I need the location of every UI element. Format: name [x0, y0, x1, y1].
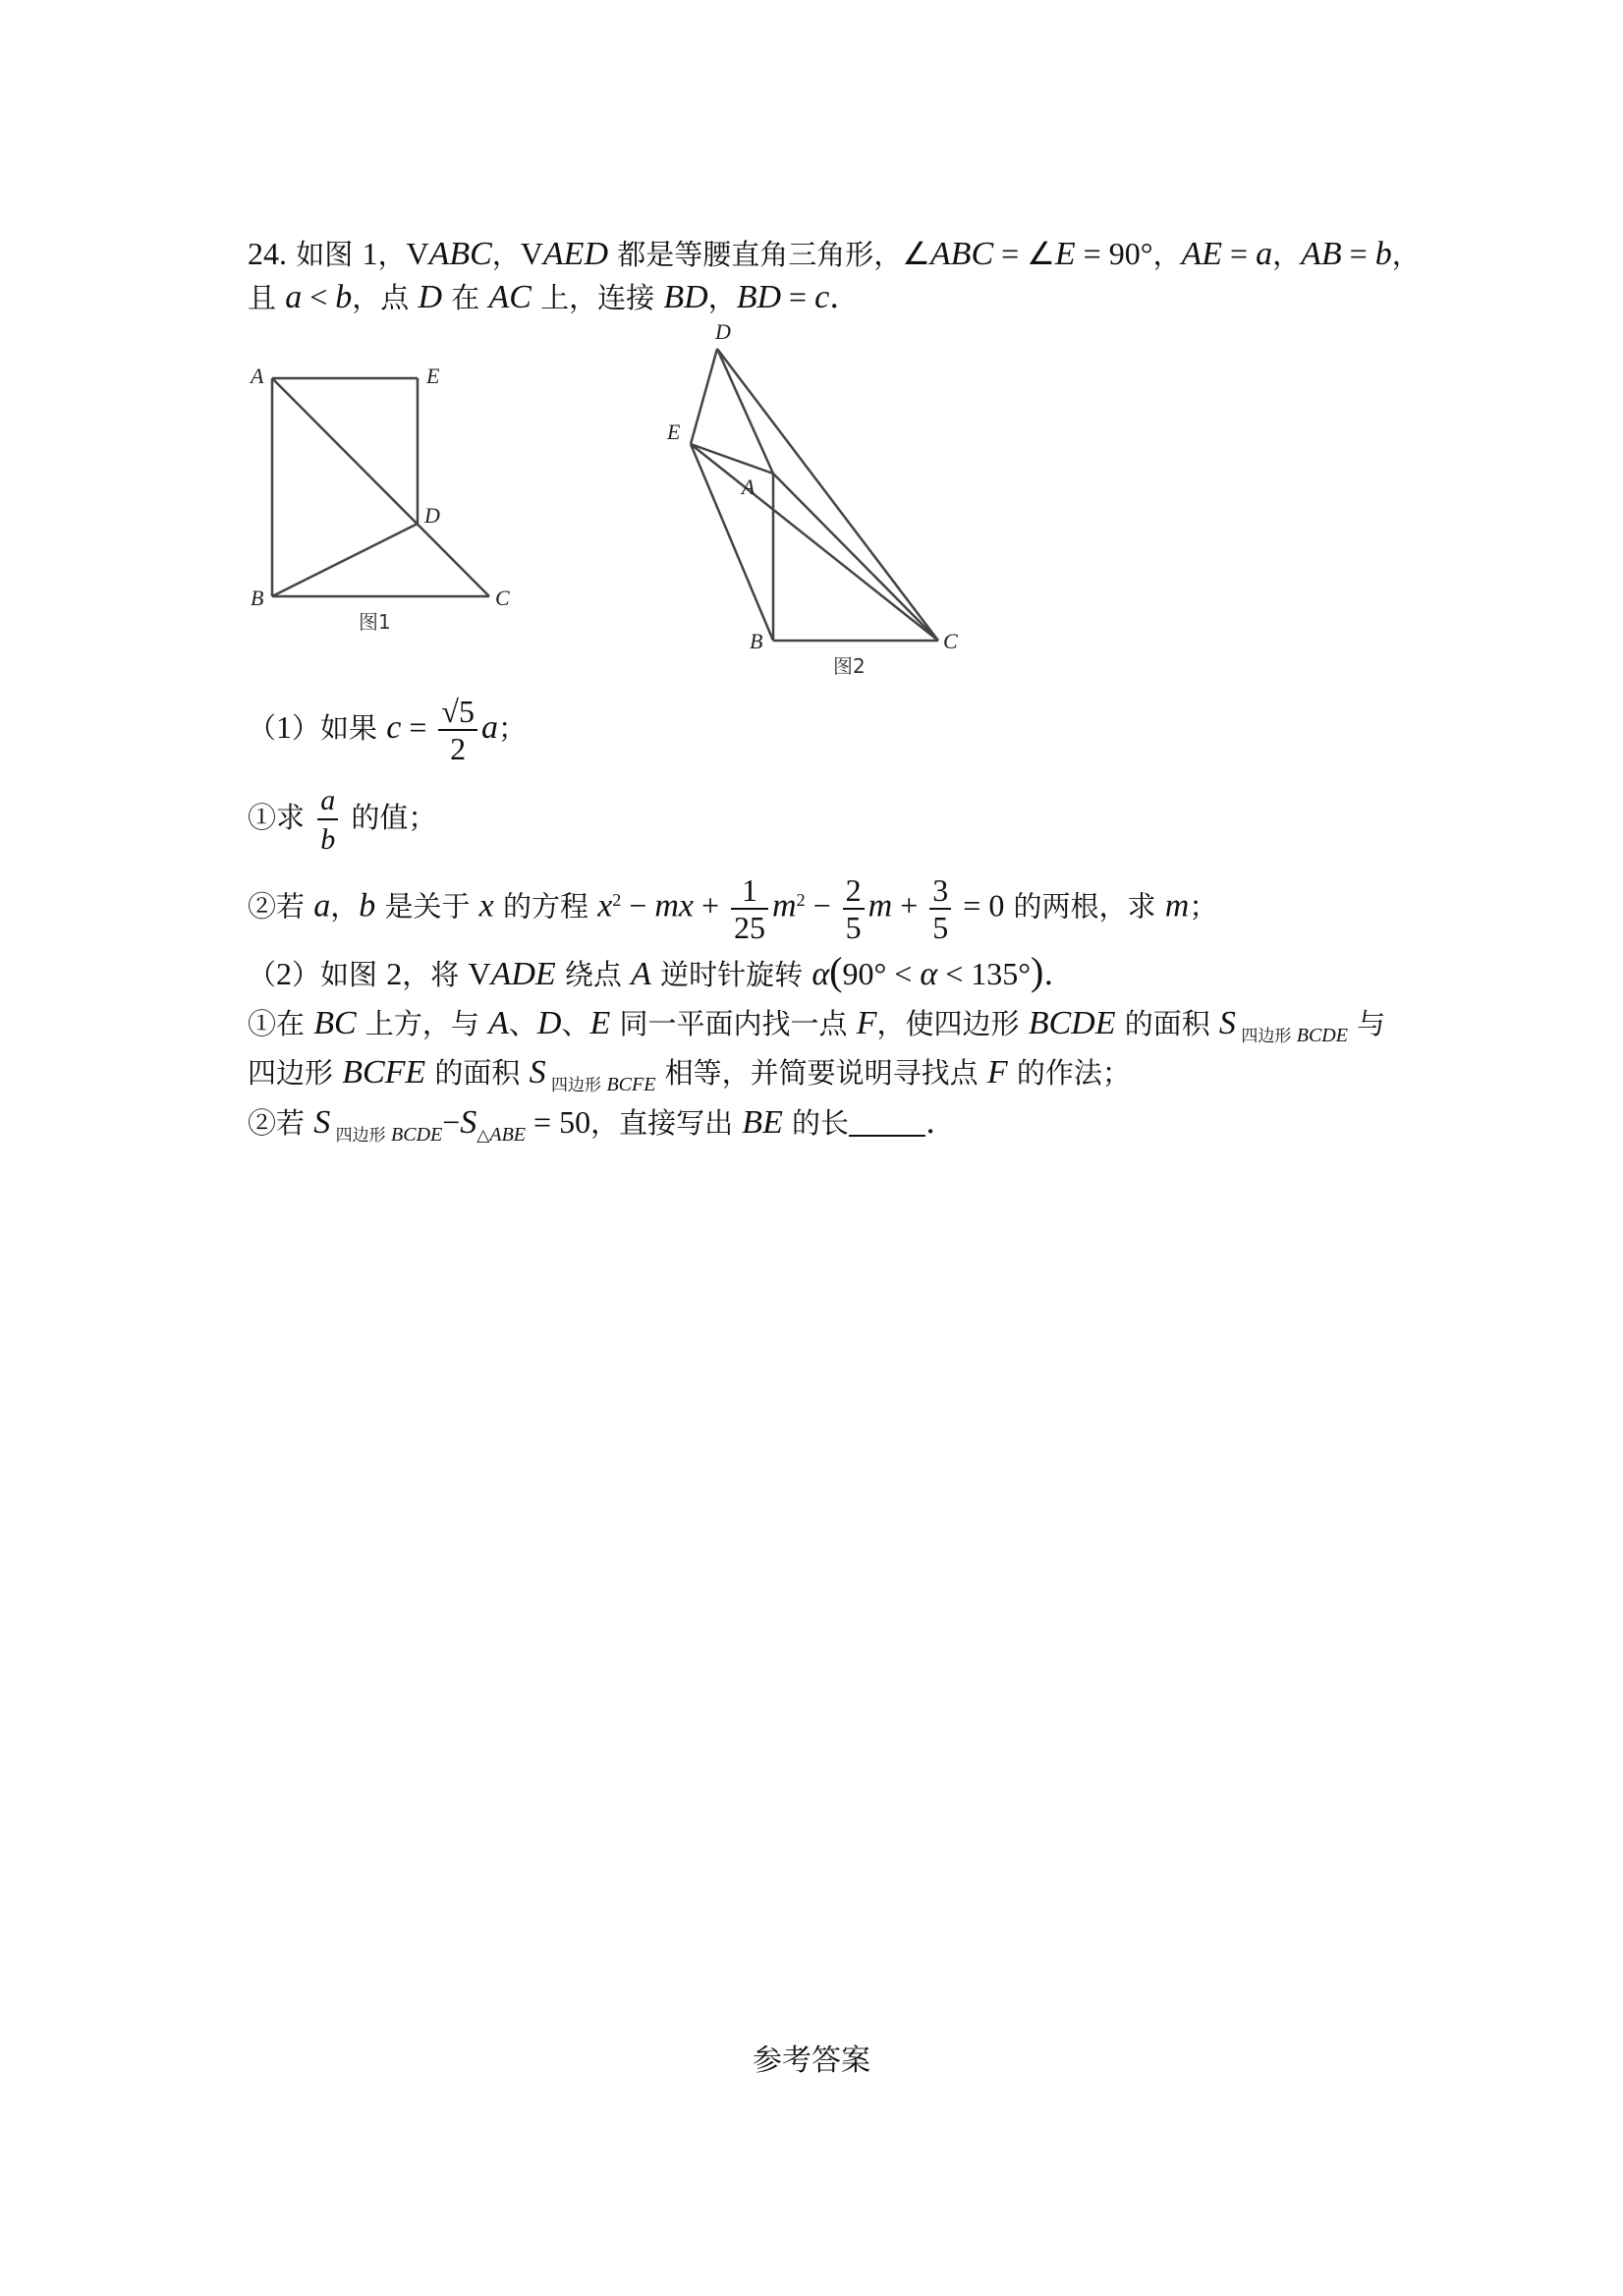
fig2-label-C: C	[943, 629, 958, 653]
fig2-label-D: D	[715, 319, 731, 344]
figure-2	[653, 309, 978, 683]
question-2-1-line-2: 四边形 BCFE 的面积 S $_{四边形}$ $_{BCFE}$ 相等，并简要说明寻找点 F 的作法；	[248, 1054, 1131, 1095]
figure-1	[236, 354, 531, 648]
part-2-text: （2）如图 2，将 VADE 绕点 A 逆时针旋转 α(90° < α < 135°)．	[248, 949, 1076, 993]
fig1-label-B: B	[251, 586, 264, 610]
answer-heading: 参考答案	[753, 2044, 870, 2078]
fig1-caption: 图1	[359, 610, 391, 634]
problem-intro-line-1: 24. 如图 1，VABC，VAED 都是等腰直角三角形，∠ABC = ∠E = 90°，AE = a，AB = b，	[248, 236, 1421, 272]
fig2-label-B: B	[750, 629, 763, 653]
answer-blank[interactable]	[849, 1105, 925, 1137]
question-1-2: ②若 a，b 是关于 x 的方程 $x^2$ − mx + $\frac{1}{25}$ $m^2$ − $\frac{2}{5}$ m + $\frac{3}{5}$ = 0 的两根，求 m；	[248, 871, 1218, 945]
fig2-label-E: E	[667, 420, 681, 444]
fig1-label-C: C	[495, 586, 510, 610]
fig1-label-A: A	[251, 364, 264, 388]
fig2-caption: 图2	[833, 654, 866, 678]
fig1-label-D: D	[424, 503, 440, 528]
fig1-label-E: E	[426, 364, 440, 388]
question-1-1: ①求 $\frac{a}{b}$ 的值；	[248, 778, 436, 858]
fig2-label-A: A	[742, 475, 756, 499]
question-2-2: ②若 S $_{四边形}$ $_{BCDE}-S_{\triangle ABE} = 50$，直接写出 BE 的长 ．	[248, 1104, 958, 1146]
question-2-1-line-1: ①在 BC 上方，与 A、D、E 同一平面内找一点 F，使四边形 BCDE 的面积 S $_{四边形}$ $_{BCDE}$ 与	[248, 1005, 1386, 1046]
part-1-condition: （1）如果 c = $\frac{√5}{2}$ a；	[248, 694, 527, 766]
problem-intro-line-2: 且 a < b，点 D 在 AC 上，连接 BD，BD = c．	[248, 279, 862, 315]
